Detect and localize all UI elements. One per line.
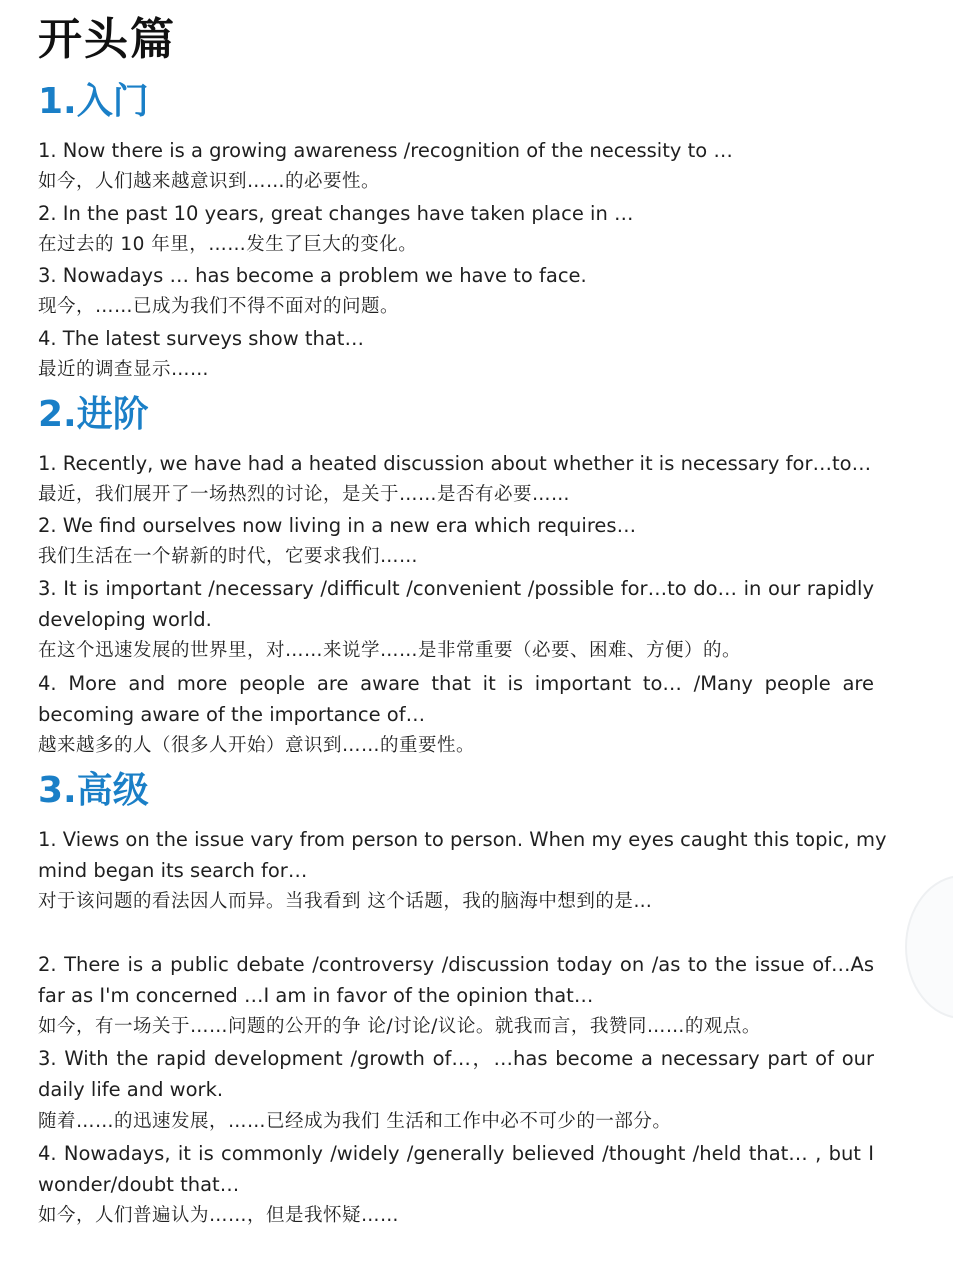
sentence-en-continued: far as I'm concerned …I am in favor of the opinion that…: [38, 984, 594, 1007]
sentence-en: 3. With the rapid development /growth of…，…has become a necessary part of our: [38, 1047, 874, 1070]
sentence-en: 1. Recently, we have had a heated discussion about whether it is necessary for…to…: [38, 452, 872, 475]
sentence-en-continued: wonder/doubt that…: [38, 1173, 240, 1196]
section-heading-intermediate: 2.进阶: [38, 394, 149, 435]
sentence-zh: 如今，人们越来越意识到……的必要性。: [38, 171, 381, 192]
sentence-en: 1. Now there is a growing awareness /recognition of the necessity to …: [38, 139, 733, 162]
sentence-zh: 最近的调查显示……: [38, 359, 210, 380]
sentence-zh: 在过去的 10 年里，……发生了巨大的变化。: [38, 234, 418, 255]
sentence-zh: 最近，我们展开了一场热烈的讨论，是关于……是否有必要……: [38, 484, 571, 505]
sentence-en-continued: becoming aware of the importance of…: [38, 703, 426, 726]
page-title: 开头篇: [38, 14, 176, 65]
sentence-en-continued: daily life and work.: [38, 1078, 224, 1101]
sentence-zh: 我们生活在一个崭新的时代，它要求我们……: [38, 546, 419, 567]
sentence-en: 3. It is important /necessary /difficult /convenient /possible for…to do… in our rapidly: [38, 577, 874, 600]
sentence-en: 4. More and more people are aware that it is important to… /Many people are: [38, 672, 874, 695]
sentence-en-continued: developing world.: [38, 608, 212, 631]
sentence-en: 4. Nowadays, it is commonly /widely /generally believed /thought /held that… , but I: [38, 1142, 874, 1165]
sentence-zh: 在这个迅速发展的世界里，对……来说学……是非常重要（必要、困难、方便）的。: [38, 640, 742, 661]
sentence-zh: 随着……的迅速发展，……已经成为我们 生活和工作中必不可少的一部分。: [38, 1111, 672, 1132]
sentence-en: 1. Views on the issue vary from person to person. When my eyes caught this topic, my: [38, 828, 887, 851]
sentence-en: 3. Nowadays … has become a problem we have to face.: [38, 264, 587, 287]
sentence-zh: 对于该问题的看法因人而异。当我看到 这个话题，我的脑海中想到的是…: [38, 891, 653, 912]
section-heading-beginner: 1.入门: [38, 81, 149, 122]
sentence-zh: 如今，人们普遍认为……，但是我怀疑……: [38, 1205, 400, 1226]
sentence-zh: 现今，……已成为我们不得不面对的问题。: [38, 296, 400, 317]
sentence-en: 2. We find ourselves now living in a new era which requires…: [38, 514, 637, 537]
section-heading-advanced: 3.高级: [38, 770, 149, 811]
floating-handle[interactable]: [905, 875, 953, 1019]
sentence-zh: 越来越多的人（很多人开始）意识到……的重要性。: [38, 735, 476, 756]
sentence-en: 2. There is a public debate /controversy /discussion today on /as to the issue of…As: [38, 953, 874, 976]
sentence-en: 4. The latest surveys show that…: [38, 327, 364, 350]
sentence-en-continued: mind began its search for…: [38, 859, 308, 882]
sentence-zh: 如今，有一场关于……问题的公开的争 论/讨论/议论。就我而言，我赞同……的观点。: [38, 1016, 761, 1037]
sentence-en: 2. In the past 10 years, great changes have taken place in …: [38, 202, 634, 225]
